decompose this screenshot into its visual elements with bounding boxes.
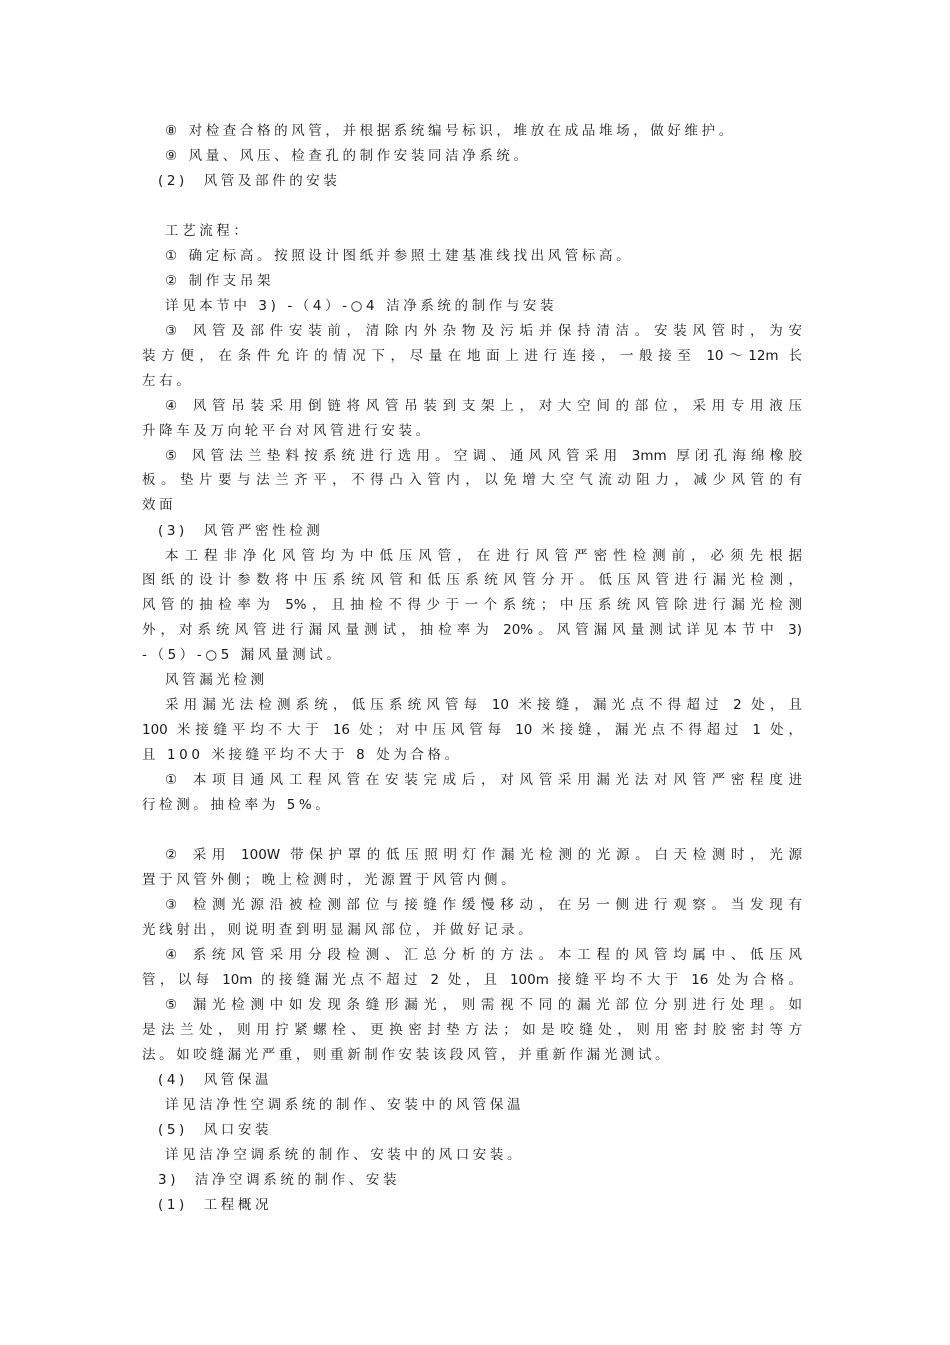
text-line: 管，以每 10m 的接缝漏光点不超过 2 处，且 100m 接缝平均不大于 16 处为合格。 bbox=[142, 972, 802, 988]
text-line: 风管的抽检率为 5%，且抽检不得少于一个系统；中压系统风管除进行漏光检测 bbox=[142, 597, 802, 613]
section-heading: (5) 风口安装 bbox=[158, 1122, 273, 1138]
text-line: 100 米接缝平均不大于 16 处；对中压风管每 10 米接缝，漏光点不得超过 1 处， bbox=[142, 722, 802, 738]
text-line: ③ 风管及部件安装前，清除内外杂物及污垢并保持清洁。安装风管时，为安 bbox=[165, 323, 802, 339]
text-line: 置于风管外侧；晚上检测时，光源置于风管内侧。 bbox=[142, 872, 519, 888]
text-line: 行检测。抽检率为 5%。 bbox=[142, 797, 333, 813]
text-line: 是法兰处，则用拧紧螺栓、更换密封垫方法；如是咬缝处，则用密封胶密封等方 bbox=[142, 1022, 802, 1038]
text-line: 光线射出，则说明查到明显漏风部位，并做好记录。 bbox=[142, 922, 536, 938]
text-line: 效面 bbox=[142, 497, 177, 513]
section-heading: (4) 风管保温 bbox=[158, 1072, 273, 1088]
text-line: 采用漏光法检测系统，低压系统风管每 10 米接缝，漏光点不得超过 2 处，且 bbox=[165, 697, 802, 713]
text-line: ② 采用 100W 带保护罩的低压照明灯作漏光检测的光源。白天检测时，光源 bbox=[165, 847, 802, 863]
text-line: 且 100 米接缝平均不大于 8 处为合格。 bbox=[142, 747, 462, 763]
text-line: 图纸的设计参数将中压系统风管和低压系统风管分开。低压风管进行漏光检测， bbox=[142, 572, 802, 588]
text-line: 详见本节中 3) -（4）-○4 洁净系统的制作与安装 bbox=[165, 298, 558, 314]
text-line: 板。垫片要与法兰齐平，不得凸入管内，以免增大空气流动阻力，减少风管的有 bbox=[142, 472, 802, 488]
text-line: 外，对系统风管进行漏风量测试，抽检率为 20%。风管漏风量测试详见本节中 3) bbox=[142, 622, 802, 638]
text-line: ③ 检测光源沿被检测部位与接缝作缓慢移动，在另一侧进行观察。当发现有 bbox=[165, 897, 802, 913]
text-line: ⑧ 对检查合格的风管，并根据系统编号标识，堆放在成品堆场，做好维护。 bbox=[165, 123, 736, 139]
text-line: 升降车及万向轮平台对风管进行安装。 bbox=[142, 423, 433, 439]
text-line: 工艺流程： bbox=[165, 223, 251, 239]
text-line: -（5）-○5 漏风量测试。 bbox=[142, 647, 344, 663]
text-line: ⑤ 漏光检测中如发现条缝形漏光，则需视不同的漏光部位分别进行处理。如 bbox=[165, 997, 802, 1013]
section-heading: 3) 洁净空调系统的制作、安装 bbox=[158, 1172, 401, 1188]
text-line: ④ 风管吊装采用倒链将风管吊装到支架上，对大空间的部位，采用专用液压 bbox=[165, 398, 802, 414]
text-line: ⑨ 风量、风压、检查孔的制作安装同洁净系统。 bbox=[165, 148, 531, 164]
section-heading: (3) 风管严密性检测 bbox=[158, 523, 324, 539]
text-line: ② 制作支吊架 bbox=[165, 273, 275, 289]
section-heading: (1) 工程概况 bbox=[158, 1197, 273, 1213]
text-line: ④ 系统风管采用分段检测、汇总分析的方法。本工程的风管均属中、低压风 bbox=[165, 947, 802, 963]
text-line: 装方便，在条件允许的情况下，尽量在地面上进行连接，一般接至 10～12m 长 bbox=[142, 348, 802, 364]
text-line: 法。如咬缝漏光严重，则重新制作安装该段风管，并重新作漏光测试。 bbox=[142, 1047, 673, 1063]
text-line: 详见洁净性空调系统的制作、安装中的风管保温 bbox=[165, 1097, 525, 1113]
text-line: ⑤ 风管法兰垫料按系统进行选用。空调、通风风管采用 3mm 厚闭孔海绵橡胶 bbox=[165, 448, 802, 464]
text-line: 详见洁净空调系统的制作、安装中的风口安装。 bbox=[165, 1147, 525, 1163]
section-heading: (2) 风管及部件的安装 bbox=[158, 173, 341, 189]
text-line: ① 本项目通风工程风管在安装完成后，对风管采用漏光法对风管严密程度进 bbox=[165, 772, 802, 788]
text-line: 左右。 bbox=[142, 373, 194, 389]
text-line: ① 确定标高。按照设计图纸并参照土建基准线找出风管标高。 bbox=[165, 248, 634, 264]
text-line: 本工程非净化风管均为中低压风管，在进行风管严密性检测前，必须先根据 bbox=[165, 548, 802, 564]
sub-heading: 风管漏光检测 bbox=[165, 672, 268, 688]
